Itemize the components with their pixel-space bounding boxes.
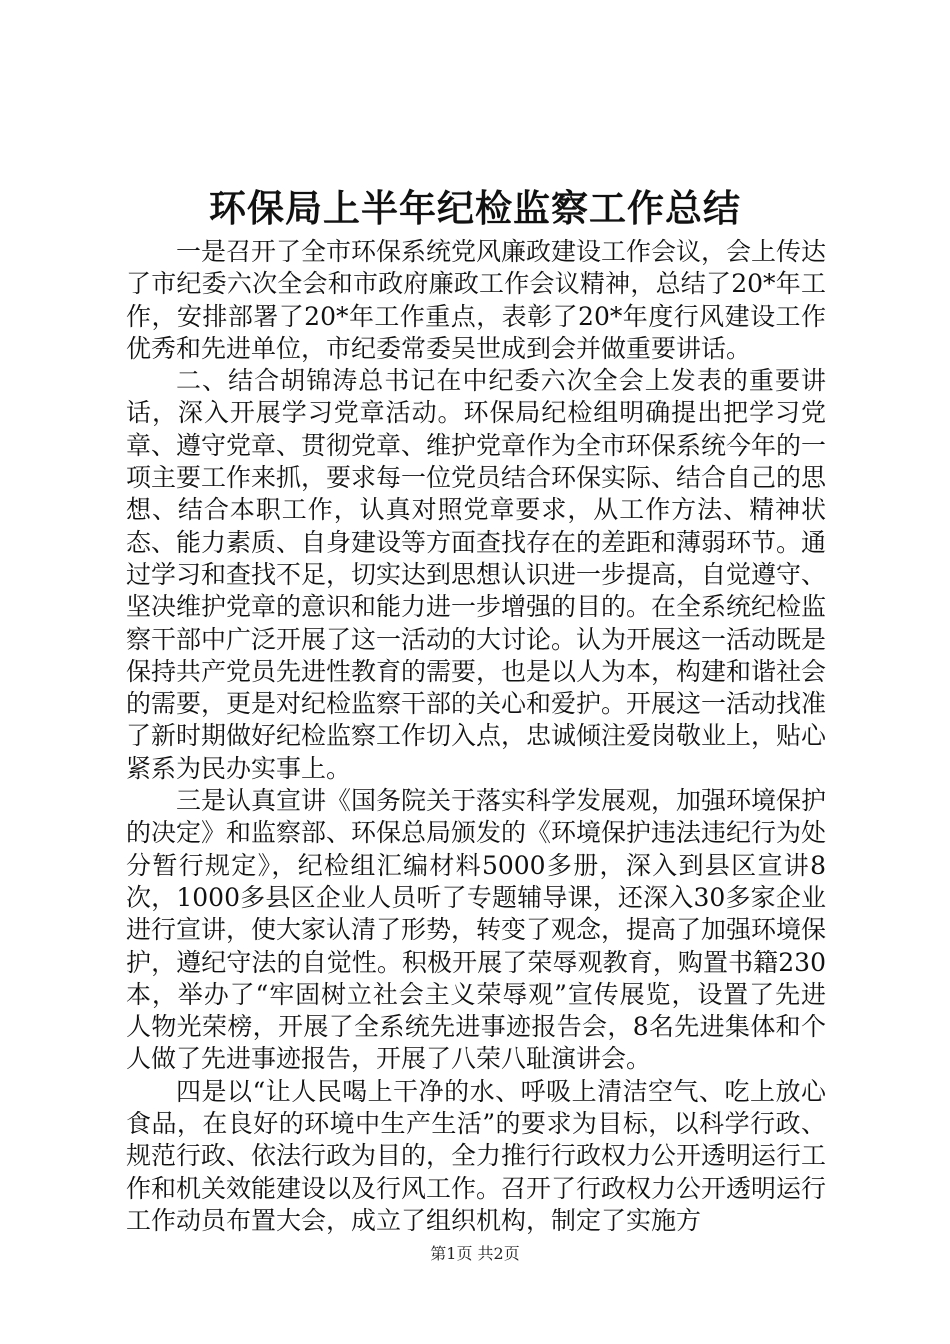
document-title: 环保局上半年纪检监察工作总结	[209, 186, 741, 230]
document-body	[126, 236, 826, 1237]
paragraph-3: 三是认真宣讲《国务院关于落实科学发展观，加强环境保护的决定》和监察部、环保总局颁发的《环境保护违法违纪行为处分暂行规定》，纪检组汇编材料5000多册，深入到县区宣讲8次，1000多县区企业人员听了专题辅导课，还深入30多家企业进行宣讲，使大家认清了形势，转变了观念，提高了加强环境保护，遵纪守法的自觉性。积极开展了荣辱观教育，购置书籍230本，举办了“牢固树立社会主义荣辱观”宣传展览，设置了先进人物光荣榜，开展了全系统先进事迹报告会，8名先进集体和个人做了先进事迹报告，开展了八荣八耻演讲会。	[126, 786, 827, 1074]
page-number-footer: 第1页 共2页	[430, 1244, 520, 1263]
paragraph-4: 四是以“让人民喝上干净的水、呼吸上清洁空气、吃上放心食品，在良好的环境中生产生活”的要求为目标，以科学行政、规范行政、依法行政为目的，全力推行行政权力公开透明运行工作和机关效能建设以及行风工作。召开了行政权力公开透明运行工作动员布置大会，成立了组织机构，制定了实施方	[126, 1076, 827, 1235]
paragraph-1: 一是召开了全市环保系统党风廉政建设工作会议，会上传达了市纪委六次全会和市政府廉政工作会议精神，总结了20*年工作，安排部署了20*年工作重点，表彰了20*年度行风建设工作优秀和先进单位，市纪委常委吴世成到会并做重要讲话。	[126, 237, 827, 363]
paragraph-2: 二、结合胡锦涛总书记在中纪委六次全会上发表的重要讲话，深入开展学习党章活动。环保局纪检组明确提出把学习党章、遵守党章、贯彻党章、维护党章作为全市环保系统今年的一项主要工作来抓，要求每一位党员结合环保实际、结合自己的思想、结合本职工作，认真对照党章要求，从工作方法、精神状态、能力素质、自身建设等方面查找存在的差距和薄弱环节。通过学习和查找不足，切实达到思想认识进一步提高，自觉遵守、坚决维护党章的意识和能力进一步增强的目的。在全系统纪检监察干部中广泛开展了这一活动的大讨论。认为开展这一活动既是保持共产党员先进性教育的需要，也是以人为本，构建和谐社会的需要，更是对纪检监察干部的关心和爱护。开展这一活动找准了新时期做好纪检监察工作切入点，忠诚倾注爱岗敬业上，贴心紧系为民办实事上。	[126, 366, 827, 783]
